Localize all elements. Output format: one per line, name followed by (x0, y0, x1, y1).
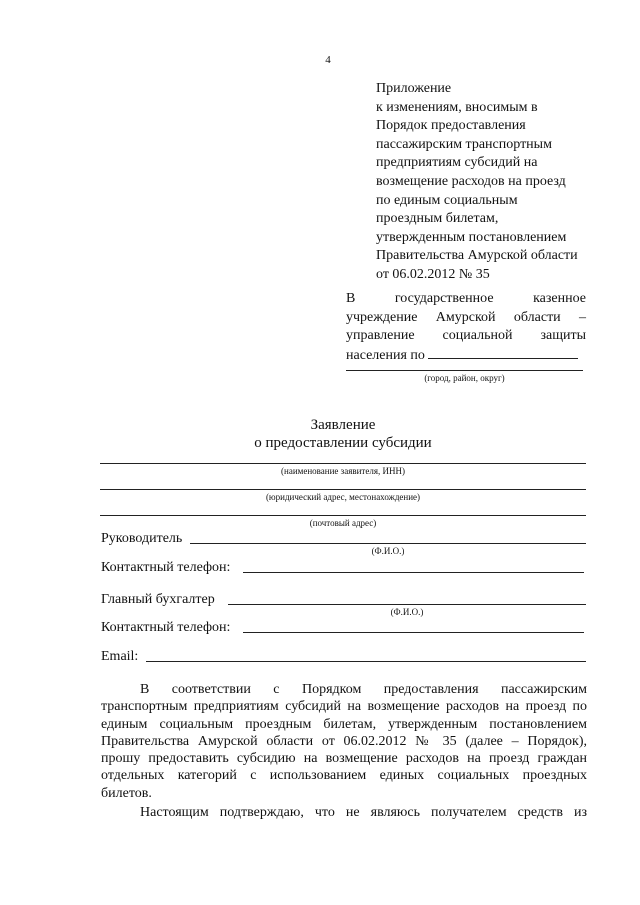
district-extra-line[interactable] (346, 370, 583, 371)
body-line: транспортным предприятиям субсидий на возмещение расходов на проезд по (101, 699, 587, 715)
addressee-line: населения по (346, 348, 425, 364)
appendix-line: Приложение (376, 81, 452, 96)
appendix-line: проездным билетам, (376, 211, 499, 227)
addressee-line: учреждение Амурской области – (346, 309, 586, 325)
appendix-block (376, 80, 626, 285)
director-fio-caption: (Ф.И.О.) (371, 546, 405, 556)
director-phone-field[interactable] (243, 572, 584, 573)
appendix-line: пассажирским транспортным (376, 136, 552, 152)
applicant-caption: (наименование заявителя, ИНН) (281, 466, 405, 476)
chief-accountant-label: Главный бухгалтер (101, 592, 215, 607)
district-field[interactable] (428, 346, 578, 359)
postal-address-field[interactable] (100, 515, 586, 516)
appendix-line: к изменениям, вносимым в (376, 99, 538, 115)
appendix-line: возмещение расходов на проезд (376, 173, 566, 189)
legal-address-field[interactable] (100, 489, 586, 490)
addressee-line: В государственное казенное (346, 291, 586, 306)
director-label: Руководитель (101, 531, 183, 546)
body-line: прошу предоставить субсидию на возмещение расходов на проезд граждан (101, 751, 587, 767)
legal-address-caption: (юридический адрес, местонахождение) (265, 492, 421, 502)
body-line: единым социальным проездным билетам, утвержденным постановлением (101, 716, 587, 732)
email-field[interactable] (146, 661, 586, 662)
addressee-block (346, 290, 586, 365)
appendix-line: предприятиям субсидий на (376, 155, 538, 171)
applicant-name-field[interactable] (100, 463, 586, 464)
district-caption: (город, район, округ) (424, 373, 505, 383)
director-field[interactable] (190, 543, 586, 544)
addressee-line: управление социальной защиты (346, 328, 586, 344)
director-phone-label: Контактный телефон: (101, 560, 231, 575)
postal-address-caption: (почтовый адрес) (309, 518, 377, 528)
statement-title: Заявление (310, 417, 376, 433)
body-line: В соответствии с Порядком предоставления пассажирским (140, 682, 587, 697)
page-number: 4 (325, 54, 331, 66)
email-label: Email: (101, 649, 139, 664)
body-line: билетов. (101, 785, 152, 801)
chief-accountant-field[interactable] (228, 604, 586, 605)
appendix-line: утвержденным постановлением (376, 229, 567, 245)
accountant-phone-label: Контактный телефон: (101, 620, 231, 635)
accountant-phone-field[interactable] (243, 632, 584, 633)
body-line: Настоящим подтверждаю, что не являюсь получателем средств из (140, 805, 587, 821)
appendix-line: Правительства Амурской области (376, 248, 578, 264)
statement-subtitle: о предоставлении субсидии (254, 435, 432, 451)
addressee-line-with-field (346, 346, 586, 365)
accountant-fio-caption: (Ф.И.О.) (390, 607, 424, 617)
appendix-line: Порядок предоставления (376, 118, 526, 134)
appendix-line: по единым социальным (376, 192, 518, 208)
appendix-line: от 06.02.2012 № 35 (376, 266, 490, 282)
statement-body (101, 681, 587, 821)
body-line: Правительства Амурской области от 06.02.2012 № 35 (далее – Порядок), (101, 733, 587, 749)
body-line: отдельных категорий с использованием единых социальных проездных (101, 768, 587, 784)
